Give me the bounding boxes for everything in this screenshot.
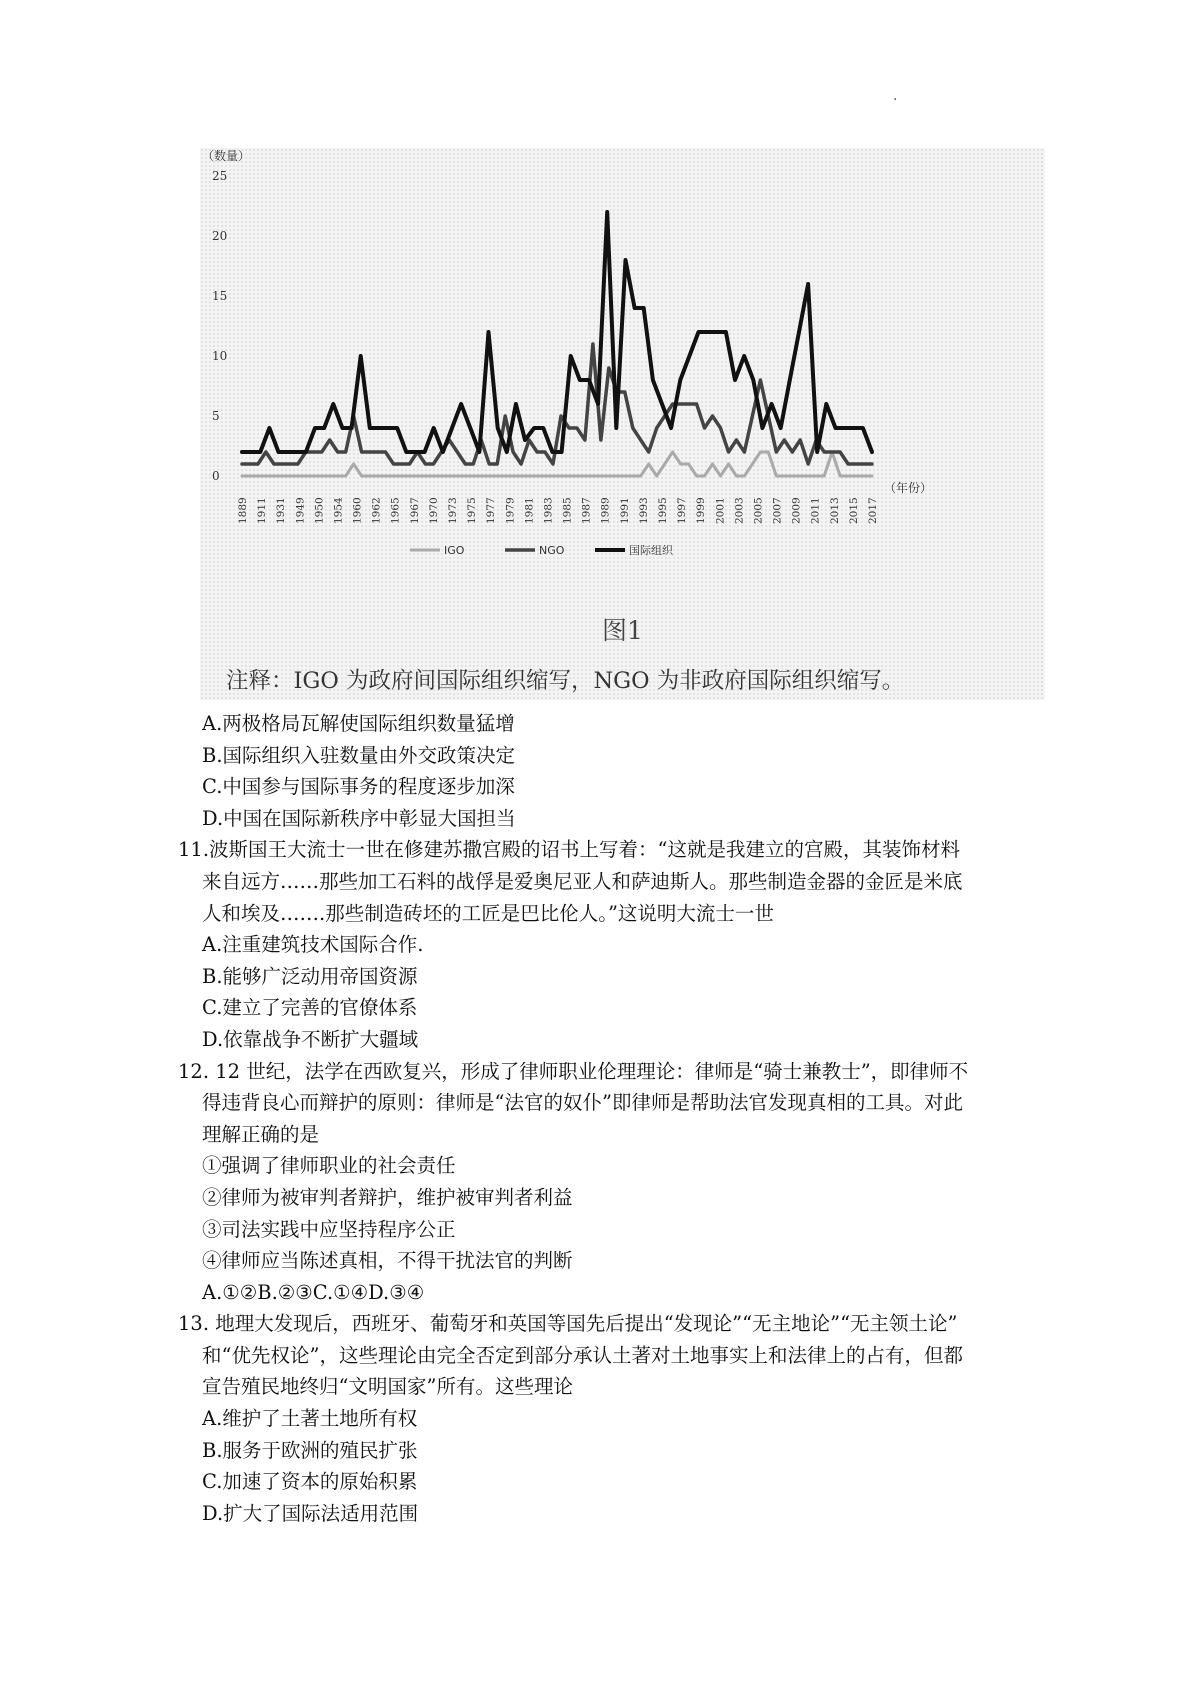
figure-caption: 图1 [602,616,643,645]
x-tick-label: 1983 [542,497,555,524]
x-tick-label: 1993 [637,497,650,524]
x-tick-label: 1967 [408,497,421,524]
x-tick-label: 2011 [809,497,822,524]
q13-option: D.扩大了国际法适用范围 [202,1501,419,1525]
y-axis-label: （数量） [202,149,251,163]
legend-entry: NGO [539,544,565,557]
x-tick-label: 2015 [847,497,860,524]
x-tick-label: 1889 [237,497,249,524]
q12-options: A.①②B.②③C.①④D.③④ [202,1280,425,1304]
y-tick-label: 15 [212,289,228,303]
page-dot: . [893,88,898,104]
q10-option: C.中国参与国际事务的程度逐步加深 [202,775,515,799]
q11-option: D.依靠战争不断扩大疆域 [202,1027,419,1051]
x-tick-label: 1997 [676,497,689,524]
x-tick-label: 2007 [771,497,784,524]
y-tick-label: 20 [212,229,228,243]
q13-stem-line: 和“优先权论”，这些理论由完全否定到部分承认土著对土地事实上和法律上的占有，但都 [202,1343,963,1367]
q13-option: C.加速了资本的原始积累 [202,1470,418,1494]
x-tick-label: 1985 [561,497,574,524]
x-tick-label: 1975 [466,497,479,524]
x-tick-label: 1949 [294,497,307,524]
y-tick-label: 10 [212,349,228,363]
x-tick-label: 1970 [427,497,440,524]
x-tick-label: 1931 [275,497,288,524]
series-line-国际组织 [242,212,872,452]
q13-option: B.服务于欧洲的殖民扩张 [202,1438,418,1462]
x-tick-label: 1965 [389,497,402,524]
q11-option: B.能够广泛动用帝国资源 [202,964,418,988]
y-tick-label: 5 [212,409,220,423]
x-tick-label: 1991 [618,497,631,524]
question-text [178,708,1048,1529]
q13-stem-line: 13. 地理大发现后，西班牙、葡萄牙和英国等国先后提出“发现论”“无主地论”“无主领土论” [178,1312,958,1336]
line-chart [200,148,1045,608]
q13-option: A.维护了土著土地所有权 [202,1407,418,1431]
x-tick-label: 1977 [485,497,498,524]
x-tick-label: 1989 [599,497,612,524]
q12-item: ④律师应当陈述真相，不得干扰法官的判断 [202,1249,573,1273]
x-tick-label: 1962 [370,497,383,524]
q11-stem-line: 来自远方……那些加工石料的战俘是爱奥尼亚人和萨迪斯人。那些制造金器的金匠是米底 [202,869,963,893]
q13-stem-line: 宣告殖民地终归“文明国家”所有。这些理论 [202,1375,573,1399]
q11-option: A.注重建筑技术国际合作. [202,933,424,957]
x-tick-label: 2005 [752,497,765,524]
q12-stem-line: 理解正确的是 [202,1122,320,1146]
q12-item: ②律师为被审判者辩护，维护被审判者利益 [202,1185,573,1209]
x-tick-label: 2001 [714,497,727,524]
y-tick-label: 25 [212,169,228,183]
x-axis-label: （年份） [884,481,933,495]
q10-option: B.国际组织入驻数量由外交政策决定 [202,743,516,767]
question-11 [178,834,1048,1055]
legend-entry: 国际组织 [629,544,673,557]
y-tick-label: 0 [212,469,220,483]
q11-stem-line: 人和埃及…….那些制造砖坯的工匠是巴比伦人。”这说明大流士一世 [202,901,774,925]
x-tick-label: 1950 [313,497,326,524]
q12-item: ③司法实践中应坚持程序公正 [202,1217,456,1241]
series-line-IGO [242,452,872,476]
x-tick-label: 2017 [867,497,879,524]
q12-item: ①强调了律师职业的社会责任 [202,1154,456,1178]
q11-stem-line: 11.波斯国王大流士一世在修建苏撒宫殿的诏书上写着：“这就是我建立的宫殿，其装饰材料 [178,838,960,862]
x-tick-label: 1999 [695,497,708,524]
x-tick-label: 1911 [256,497,269,524]
legend-entry: IGO [444,544,465,557]
x-tick-label: 2013 [828,497,841,524]
q12-stem-line: 得违背良心而辩护的原则：律师是“法官的奴仆”即律师是帮助法官发现真相的工具。对此 [202,1091,963,1115]
x-tick-label: 1981 [523,497,536,524]
series-line-NGO [242,344,872,464]
x-tick-label: 1960 [351,497,364,524]
x-tick-label: 2009 [790,497,803,524]
figure-note: 注释：IGO 为政府间国际组织缩写，NGO 为非政府国际组织缩写。 [226,668,905,694]
x-tick-label: 1995 [657,497,669,524]
x-tick-label: 1979 [504,497,517,524]
x-tick-label: 1954 [332,497,345,524]
figure-1 [200,148,1045,700]
q11-option: C.建立了完善的官僚体系 [202,996,418,1020]
x-tick-label: 1987 [580,497,593,524]
question-13 [178,1308,1048,1529]
q10-option: A.两极格局瓦解使国际组织数量猛增 [202,712,515,735]
q12-stem-line: 12. 12 世纪，法学在西欧复兴，形成了律师职业伦理理论：律师是“骑士兼教士”，即律师不 [178,1059,969,1083]
x-tick-label: 1973 [447,497,459,524]
q10-option: D.中国在国际新秩序中彰显大国担当 [202,806,516,830]
x-tick-label: 2003 [733,497,746,524]
question-12 [178,1056,1048,1309]
